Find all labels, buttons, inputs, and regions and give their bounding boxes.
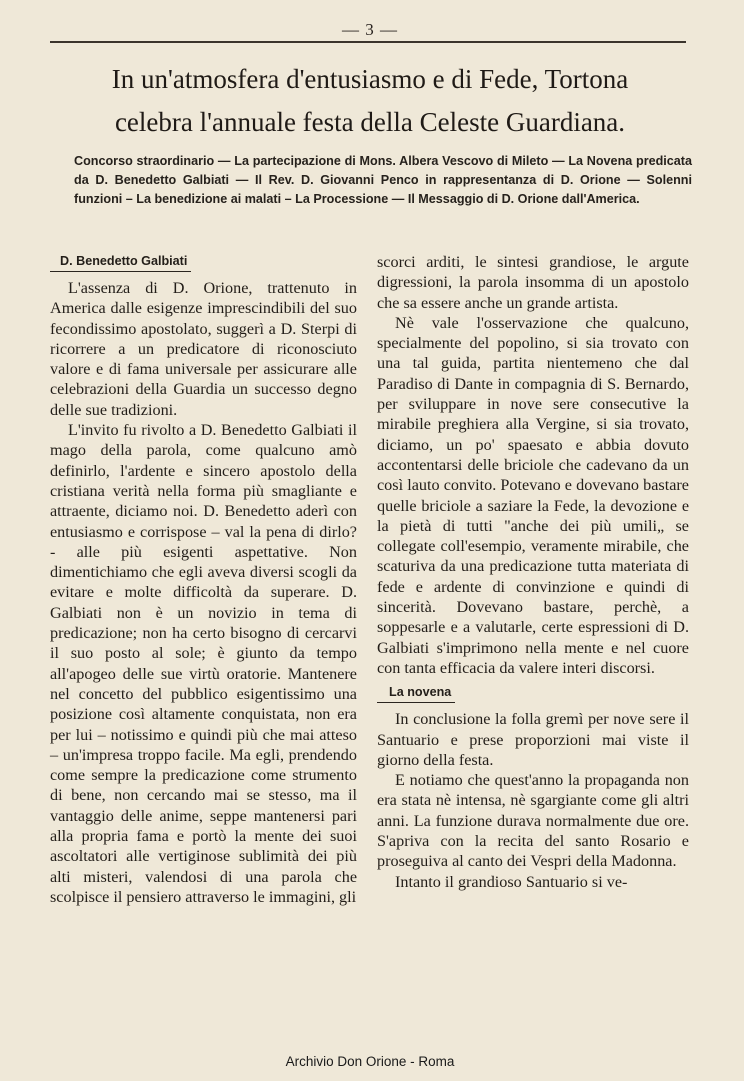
header-rule — [50, 41, 686, 43]
right-column — [377, 252, 689, 892]
title-line-1: In un'atmosfera d'entusiasmo e di Fede, Tortona — [111, 64, 629, 94]
paragraph: Intanto il grandioso Santuario si ve- — [395, 872, 628, 891]
paragraph: E notiamo che quest'anno la propaganda non era stata nè intensa, nè sgargiante come gli altri anni. La funzione durava normalmente due ore. S'apriva con la recita del santo Rosario e proseguiva al canto dei Vespri della Madonna. — [377, 771, 689, 871]
archive-footer: Archivio Don Orione - Roma — [285, 1054, 455, 1069]
section-heading-galbiati: D. Benedetto Galbiati — [50, 253, 191, 272]
paragraph: scorci arditi, le sintesi grandiose, le argute digressioni, la parola insomma di un apostolo che sa essere anche un grande artista. — [377, 253, 689, 312]
paragraph: L'invito fu rivolto a D. Benedetto Galbiati il mago della parola, come qualcuno amò definirlo, l'ardente e sincero apostolo della cristiana verità nella forma più smagliante e attraente, diciamo noi. D. Benedetto aderì con entusiasmo e corrispose – val la pena di dirlo? - alle più esigenti aspettative. Non dimentichiamo che egli aveva diversi scogli da evitare e molte difficoltà da superare. D. Galbiati non è un novizio in tema di predicazione; non ha certo bisogno di cercarvi il suo posto al sole; è giunto da tempo all'apogeo delle sue virtù oratorie. Mantenere nel concetto del pubblico esigentissimo una posizione così altamente conquistata, non era per lui – notissimo e quindi più che mai atteso – un'impresa troppo facile. Ma egli, prendendo come sempre la predicazione come strumento di bene, non cercando mai se stesso, ma il vantaggio delle anime, seppe mantenersi pari alla propria fama e portò la mente dei suoi ascoltatori alle vertiginose sublimità dei più alti misteri, valendosi di una parola che scolpisce il pensiero attraverso le immagini, gli — [50, 421, 357, 906]
paragraph: Nè vale l'osservazione che qualcuno, specialmente del popolino, si sia trovato con una tal guida, partita nientemeno che dal Paradiso di Dante in compagnia di S. Bernardo, per sviluppare in nove sere consecutive la mirabile preghiera alla Vergine, si sia trovato, diciamo, un po' spaesato e abbia dovuto accontentarsi delle briciole che cadevano da un così lauto convito. Potevano e dovevano bastare quelle briciole a saziare la Fede, la devozione e la pietà di tutti "anche dei più umili„ se collegate coll'esempio, veramente mirabile, che scaturiva da una predicazione tutta materiata di fede e ardente di convinzione e quindi di sincerità. Dovevano bastare, perchè, a soppesarle e a valutarle, certe espressioni di D. Galbiati s'imprimono nella mente e nel cuore con tanta efficacia da valere interi discorsi. — [377, 313, 689, 677]
left-column — [50, 250, 357, 907]
section-heading-novena: La novena — [377, 684, 455, 703]
paragraph: L'assenza di D. Orione, trattenuto in America dalle esigenze imprescindibili del suo fecondissimo apostolato, suggerì a D. Sterpi di ricorrere a un predicatore di riconosciuto valore e di fama universale per assicurare alle celebrazioni della Guardia un successo degno delle sue tradizioni. — [50, 279, 357, 419]
paragraph: In conclusione la folla gremì per nove sere il Santuario e prese proporzioni mai viste il giorno della festa. — [377, 710, 689, 769]
article-subtitle: Concorso straordinario — La partecipazione di Mons. Albera Vescovo di Mileto — La Novena predicata da D. Benedetto Galbiati — Il Rev. D. Giovanni Penco in rappresentanza di D. Orione — Solenni funzioni – La benedizione ai malati – La Processione — Il Messaggio di D. Orione dall'America. — [74, 154, 692, 206]
page-number: — 3 — — [342, 20, 398, 39]
article-title — [50, 58, 690, 144]
title-line-2: celebra l'annuale festa della Celeste Guardiana. — [114, 107, 626, 137]
